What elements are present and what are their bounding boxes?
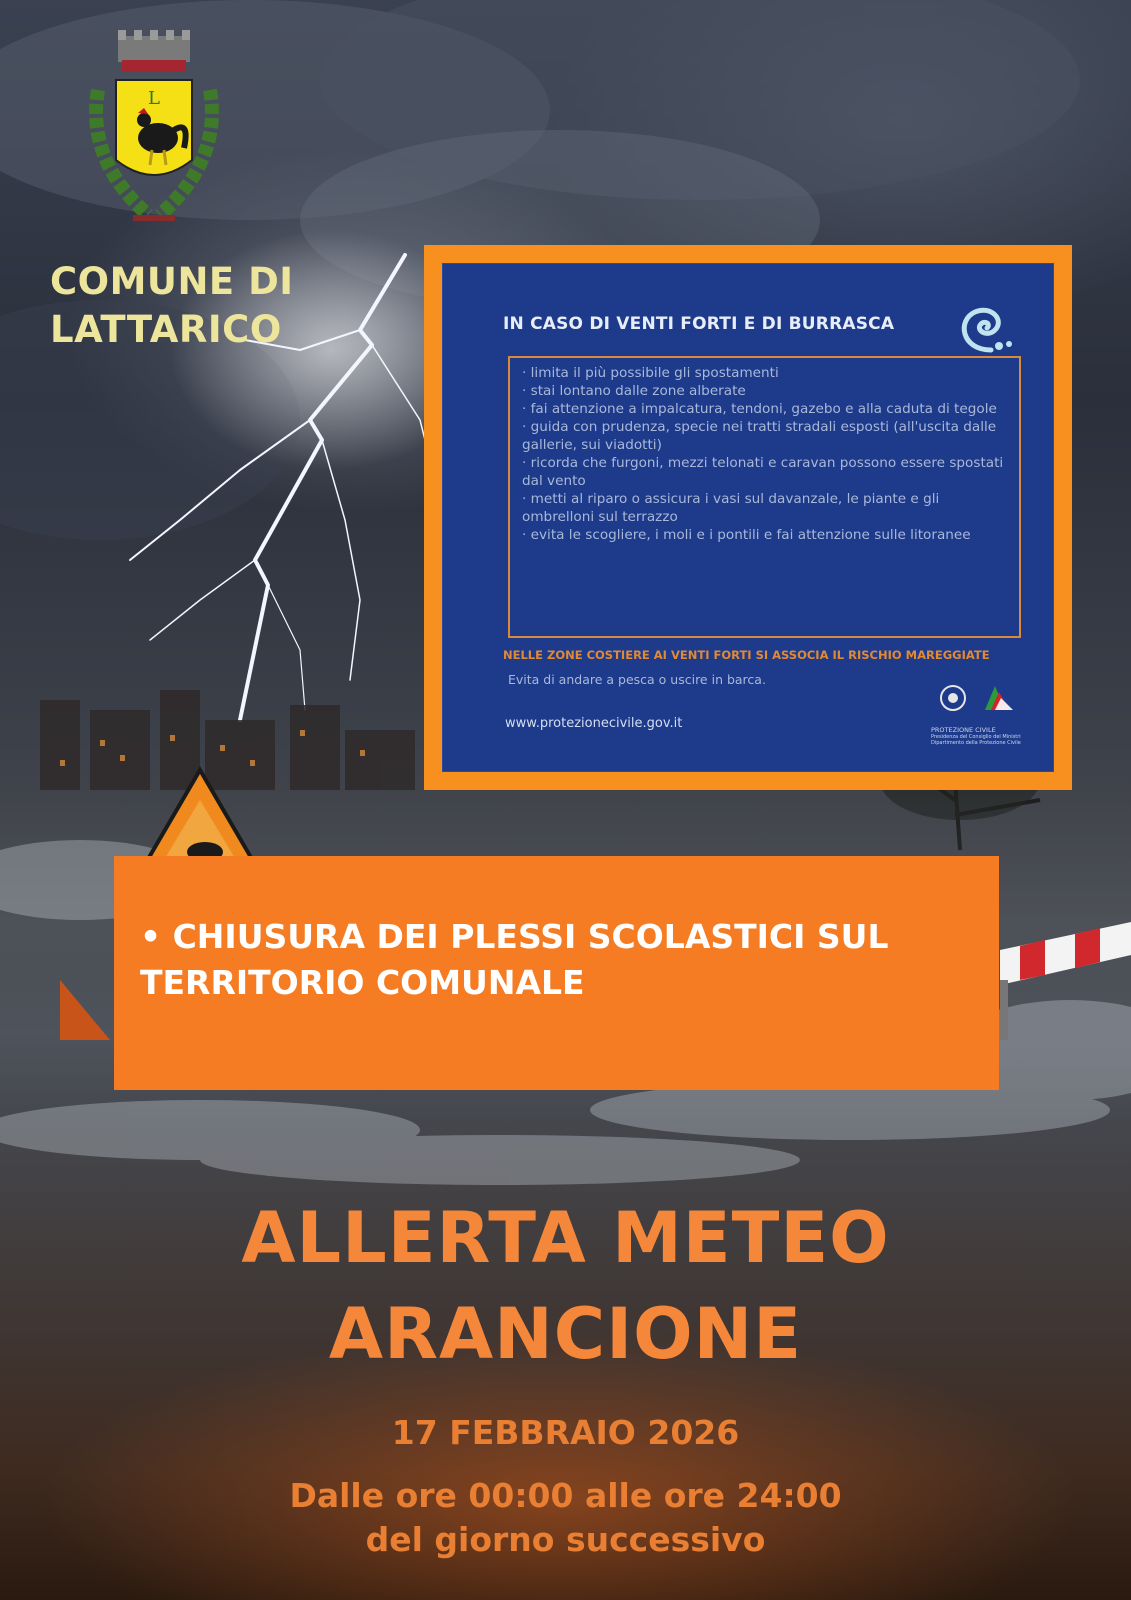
tip-item: · limita il più possibile gli spostamenti xyxy=(522,365,779,381)
tip-item: · stai lontano dalle zone alberate xyxy=(522,383,746,399)
tips-box xyxy=(508,356,1021,638)
alert-time-line2: del giorno successivo xyxy=(365,1520,766,1559)
info-panel-frame xyxy=(424,245,1072,790)
info-panel xyxy=(442,263,1054,772)
info-heading: IN CASO DI VENTI FORTI E DI BURRASCA xyxy=(503,314,895,334)
pc-logo-caption: PROTEZIONE CIVILE Presidenza del Consiglio dei Ministri Dipartimento della Protezione Civile xyxy=(931,726,1021,746)
wave-icon xyxy=(951,300,1015,356)
municipality-line2: LATTARICO xyxy=(50,308,282,351)
tip-item: · evita le scogliere, i moli e i pontili e fai attenzione sulle litoranee xyxy=(522,527,971,543)
tip-item: · metti al riparo o assicura i vasi sul davanzale, le piante e gli ombrelloni sul terrazzo xyxy=(522,491,940,525)
crest-icon xyxy=(78,30,238,230)
closure-notice xyxy=(114,856,999,1090)
municipality-line1: COMUNE DI xyxy=(50,260,294,303)
tip-item: · fai attenzione a impalcatura, tendoni, gazebo e alla caduta di tegole xyxy=(522,401,997,417)
svg-text:L: L xyxy=(148,88,160,109)
coastal-warning: NELLE ZONE COSTIERE AI VENTI FORTI SI ASSOCIA IL RISCHIO MAREGGIATE xyxy=(503,648,990,662)
alert-date: 17 FEBBRAIO 2026 xyxy=(391,1413,740,1452)
alert-title xyxy=(0,1190,1131,1382)
coastal-note: Evita di andare a pesca o uscire in barca. xyxy=(508,672,766,687)
alert-time xyxy=(0,1474,1131,1562)
tip-item: · guida con prudenza, specie nei tratti stradali esposti (all'uscita dalle gallerie, sui viadotti) xyxy=(522,419,997,453)
alert-title-line1: ALLERTA METEO xyxy=(241,1197,890,1279)
website-link[interactable]: www.protezionecivile.gov.it xyxy=(505,716,683,731)
tips-list xyxy=(522,364,1007,544)
municipality-title xyxy=(50,258,340,354)
closure-text: • CHIUSURA DEI PLESSI SCOLASTICI SUL TERRITORIO COMUNALE xyxy=(140,917,889,1002)
alert-time-line1: Dalle ore 00:00 alle ore 24:00 xyxy=(289,1476,842,1515)
tip-item: · ricorda che furgoni, mezzi telonati e caravan possono essere spostati dal vento xyxy=(522,455,1004,489)
alert-title-line2: ARANCIONE xyxy=(328,1293,803,1375)
